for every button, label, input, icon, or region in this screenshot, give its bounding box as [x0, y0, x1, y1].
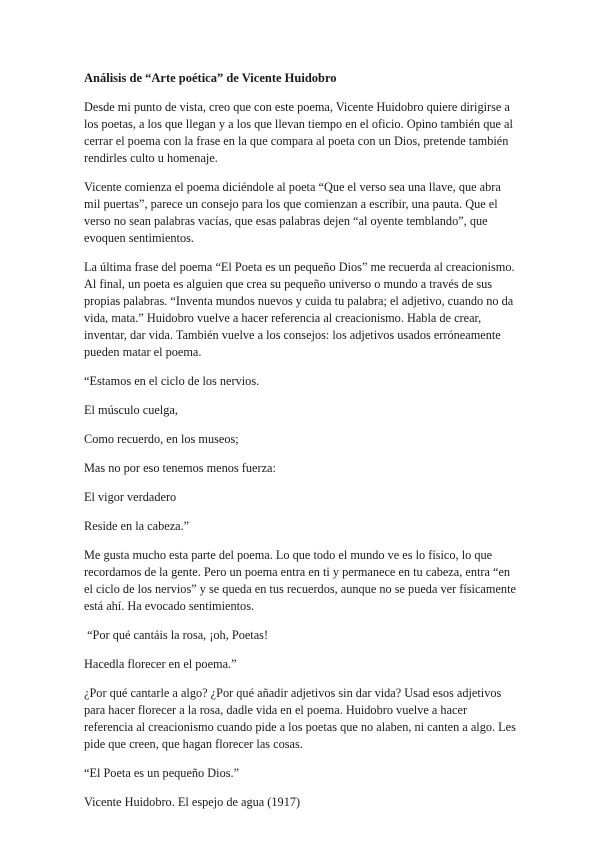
verse-line: El músculo cuelga,: [84, 403, 178, 417]
closing-quote: “El Poeta es un pequeño Dios.”: [84, 766, 240, 780]
paragraph-commentary: Me gusta mucho esta parte del poema. Lo que todo el mundo ve es lo físico, lo que recordamos de la gente. Pero un poema entra en ti y permanece en tu cabeza, entra “en el ciclo de los nervios” y se queda en tus recuerdos, aunque no se pueda ver físicamente está ahí. Ha evocado sentimientos.: [84, 548, 516, 613]
document-title: Análisis de “Arte poética” de Vicente Huidobro: [84, 71, 337, 85]
verse-line: Mas no por eso tenemos menos fuerza:: [84, 461, 276, 475]
verse-line: Como recuerdo, en los museos;: [84, 432, 239, 446]
paragraph-final: ¿Por qué cantarle a algo? ¿Por qué añadir adjetivos sin dar vida? Usad esos adjetivos para hacer florecer a la rosa, dadle vida en el poema. Huidobro vuelve a hacer referencia al creacionismo cuando pide a los poetas que no alaben, ni canten a algo. Les pide que creen, que hagan florecer las cosas.: [84, 686, 516, 751]
verse-line: El vigor verdadero: [84, 490, 177, 504]
verse-line: Hacedla florecer en el poema.”: [84, 657, 237, 671]
paragraph-key-verse: Vicente comienza el poema diciéndole al poeta “Que el verso sea una llave, que abra mil puertas”, parece un consejo para los que comienzan a escribir, una pauta. Que el verso no sean palabras vacías, que esas palabras dejen “al oyente temblando”, que evoquen sentimientos.: [84, 180, 501, 245]
verse-line: “Por qué cantáis la rosa, ¡oh, Poetas!: [84, 628, 269, 642]
citation: Vicente Huidobro. El espejo de agua (1917): [84, 795, 301, 809]
verse-line: “Estamos en el ciclo de los nervios.: [84, 374, 260, 388]
verse-line: Reside en la cabeza.”: [84, 519, 190, 533]
paragraph-intro: Desde mi punto de vista, creo que con este poema, Vicente Huidobro quiere dirigirse a los poetas, a los que llegan y a los que llevan tiempo en el oficio. Opino también que al cerrar el poema con la frase en la que compara al poeta con un Dios, pretende también rendirles culto u homenaje.: [84, 100, 513, 165]
paragraph-creationism: La última frase del poema “El Poeta es un pequeño Dios” me recuerda al creacionismo. Al final, un poeta es alguien que crea su pequeño universo o mundo a través de sus propias palabras. “Inventa mundos nuevos y cuida tu palabra; el adjetivo, cuando no da vida, mata.” Huidobro vuelve a hacer referencia al creacionismo. Habla de crear, inventar, dar vida. También vuelve a los consejos: los adjetivos usados erróneamente pueden matar el poema.: [84, 260, 515, 359]
